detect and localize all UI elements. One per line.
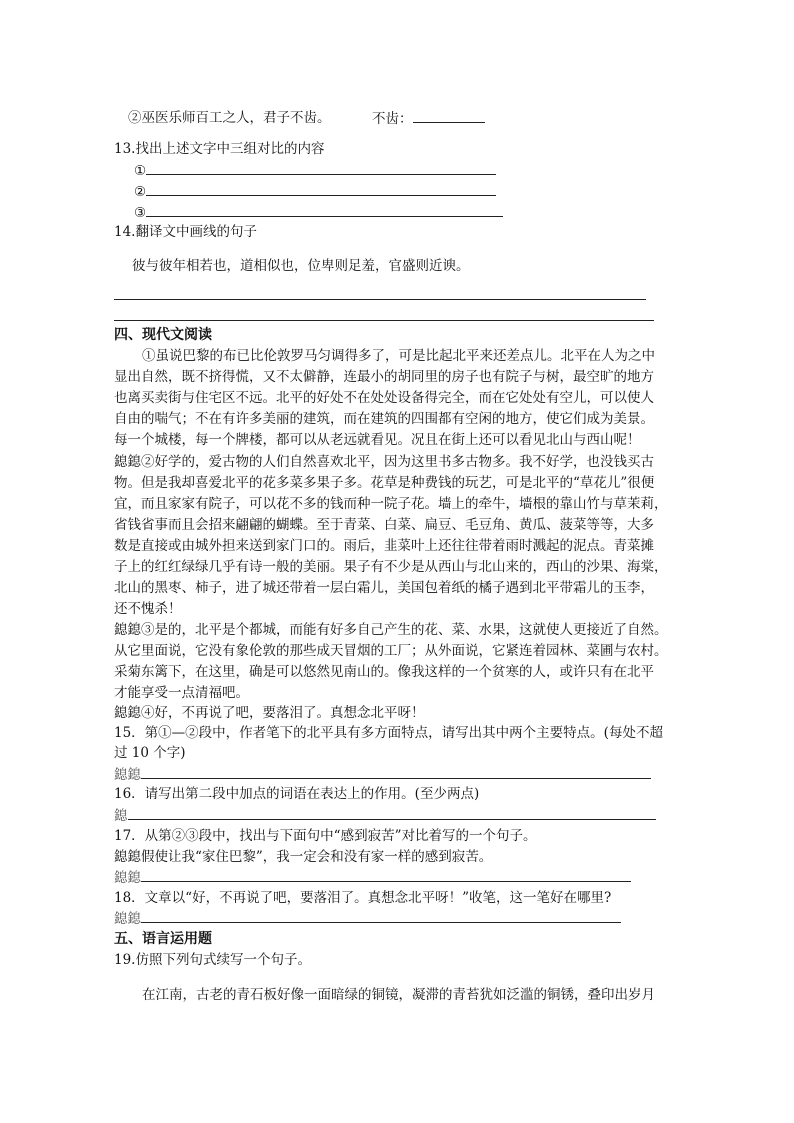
q15-title-line-1: 15．第①—②段中，作者笔下的北平具有多方面特点，请写出其中两个主要特点。(每处不超 bbox=[114, 725, 663, 741]
q13-item-1-label: ① bbox=[134, 163, 147, 179]
q18-answer-blank[interactable] bbox=[141, 908, 621, 923]
q19-title: 19.仿照下列句式续写一个句子。 bbox=[114, 952, 311, 968]
q18-title: 18．文章以“好，不再说了吧，要落泪了。真想念北平呀！”收笔，这一笔好在哪里? bbox=[114, 890, 612, 906]
q18-answer bbox=[114, 908, 621, 929]
passage-line: 物。但是我却喜爱北平的花多菜多果子多。花草是种费钱的玩艺，可是北平的“草花儿”很便 bbox=[114, 475, 655, 491]
passage-line: 省钱省事而且会招来翩翩的蝴蝶。至于青菜、白菜、扁豆、毛豆角、黄瓜、菠菜等等，大多 bbox=[114, 517, 654, 533]
q13-item-3-blank[interactable] bbox=[146, 202, 503, 217]
q12-sentence: ②巫医乐师百工之人，君子不齿。 bbox=[128, 110, 331, 126]
q17-quote: 鎴鎴假使让我“家住巴黎”，我一定会和没有家一样的感到寂苦。 bbox=[114, 849, 493, 865]
passage-line: 北山的黑枣、柿子，进了城还带着一层白霜儿，美国包着纸的橘子遇到北平带霜儿的玉李， bbox=[114, 580, 654, 596]
q13-item-1 bbox=[134, 160, 496, 181]
passage-line: 子上的红红绿绿几乎有诗一般的美丽。果子有不少是从西山与北山来的，西山的沙果、海棠， bbox=[114, 559, 668, 575]
q14-title: 14.翻译文中画线的句子 bbox=[114, 224, 257, 240]
q13-item-2-label: ② bbox=[134, 184, 147, 200]
passage-line: 显出自然，既不挤得慌，又不太僻静，连最小的胡同里的房子也有院子与树，最空旷的地方 bbox=[114, 369, 654, 385]
passage-line: 还不愧杀！ bbox=[114, 601, 182, 617]
q15-answer-blank[interactable] bbox=[141, 764, 651, 779]
q14-answer-line-1[interactable] bbox=[114, 299, 646, 300]
section-5-heading: 五、语言运用题 bbox=[114, 931, 212, 947]
passage-line: 宜，而且家家有院子，可以花不多的钱而种一院子花。墙上的牵牛，墙根的靠山竹与草茉莉， bbox=[114, 496, 668, 512]
q17-answer-prefix: 鎴鎴 bbox=[114, 870, 141, 886]
q16-answer-prefix: 鎴 bbox=[114, 808, 128, 824]
passage-line: 自由的喘气；不在有许多美丽的建筑，而在建筑的四围都有空闲的地方，使它们成为美景。 bbox=[114, 411, 654, 427]
q17-answer-blank[interactable] bbox=[141, 867, 631, 882]
q12-answer bbox=[372, 108, 485, 129]
passage-line: 采菊东篱下，在这里，确是可以悠然见南山的。像我这样的一个贫寒的人，或许只有在北平 bbox=[114, 664, 654, 680]
passage-line: 才能享受一点清福吧。 bbox=[114, 685, 249, 701]
q17-answer bbox=[114, 867, 631, 888]
q13-item-3-label: ③ bbox=[134, 205, 147, 221]
q15-answer bbox=[114, 764, 651, 785]
q14-sentence: 彼与彼年相若也，道相似也，位卑则足羞，官盛则近谀。 bbox=[132, 258, 470, 274]
q15-answer-prefix: 鎴鎴 bbox=[114, 767, 141, 783]
q15-title-line-2: 过 10 个字) bbox=[114, 745, 186, 761]
q12-answer-blank[interactable] bbox=[413, 108, 485, 123]
q13-item-1-blank[interactable] bbox=[146, 160, 496, 175]
passage-line: 从它里面说，它没有象伦敦的那些成天冒烟的工厂；从外面说，它紧连着园林、菜圃与农村。 bbox=[114, 643, 668, 659]
q16-title: 16．请写出第二段中加点的词语在表达上的作用。(至少两点) bbox=[114, 786, 480, 802]
q14-answer-line-2[interactable] bbox=[114, 320, 654, 321]
q19-example: 在江南，古老的青石板好像一面暗绿的铜镜，凝滞的青苔犹如泛滥的铜锈，叠印出岁月 bbox=[142, 987, 655, 1003]
q17-title: 17．从第②③段中，找出与下面句中“感到寂苦”对比着写的一个句子。 bbox=[114, 828, 537, 844]
q16-answer bbox=[114, 805, 656, 826]
section-4-heading: 四、现代文阅读 bbox=[114, 327, 212, 343]
q13-title: 13.找出上述文字中三组对比的内容 bbox=[114, 141, 325, 157]
passage-line: 鎴鎴②好学的，爱古物的人们自然喜欢北平，因为这里书多古物多。我不好学，也没钱买古 bbox=[114, 454, 654, 470]
passage-line: ①虽说巴黎的布已比伦敦罗马匀调得多了，可是比起北平来还差点儿。北平在人为之中 bbox=[142, 348, 655, 364]
passage-line: 也离买卖街与住宅区不远。北平的好处不在处处设备得完全，而在它处处有空儿，可以使人 bbox=[114, 390, 654, 406]
passage-line: 数是直接或由城外担来送到家门口的。雨后，韭菜叶上还往往带着雨时溅起的泥点。青菜摊 bbox=[114, 538, 654, 554]
q18-answer-prefix: 鎴鎴 bbox=[114, 911, 141, 927]
q13-item-3 bbox=[134, 202, 503, 223]
q12-label: 不齿： bbox=[372, 111, 413, 127]
q16-answer-blank[interactable] bbox=[128, 805, 656, 820]
q12-item bbox=[128, 108, 331, 128]
passage-line: 每一个城楼，每一个牌楼，都可以从老远就看见。况且在街上还可以看见北山与西山呢！ bbox=[114, 432, 641, 448]
q13-item-2 bbox=[134, 181, 496, 202]
passage-line: 鎴鎴④好，不再说了吧，要落泪了。真想念北平呀！ bbox=[114, 705, 425, 721]
passage-line: 鎴鎴③是的，北平是个都城，而能有好多自己产生的花、菜、水果，这就使人更接近了自然。 bbox=[114, 622, 668, 638]
q13-item-2-blank[interactable] bbox=[146, 181, 496, 196]
